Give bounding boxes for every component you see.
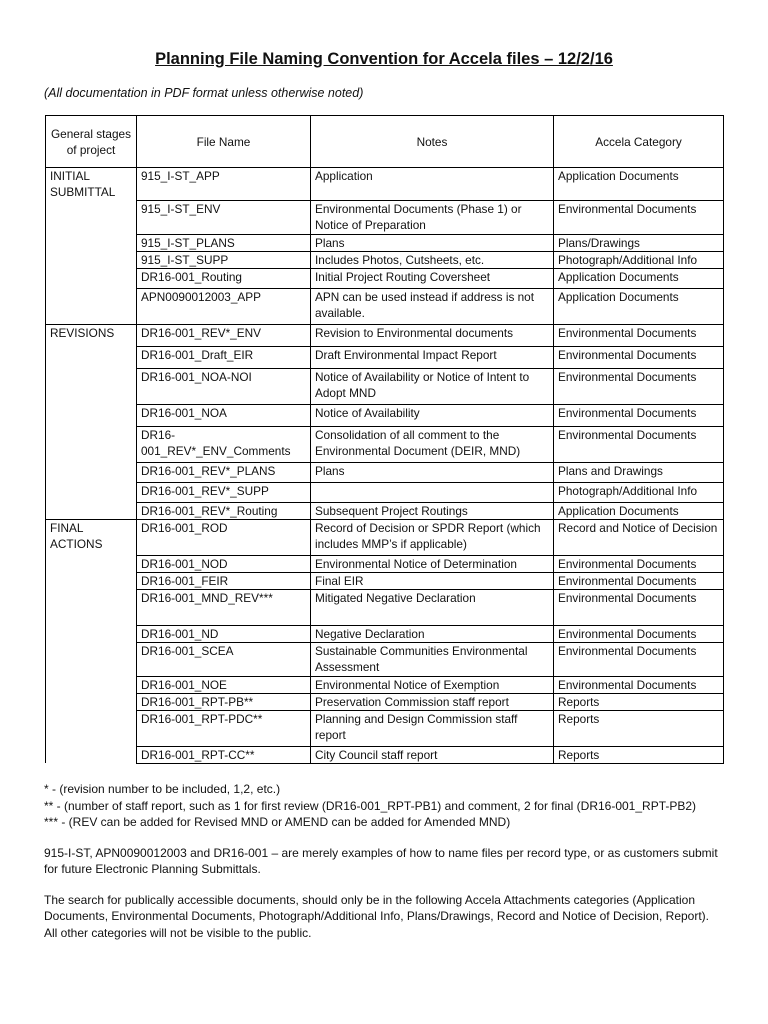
table-row <box>46 368 724 404</box>
file-name-cell: DR16-001_NOA <box>137 404 311 426</box>
file-name-cell: DR16-001_SCEA <box>137 642 311 676</box>
stage-cell: INITIAL SUBMITTAL <box>46 168 137 201</box>
footnote-triple-asterisk: *** - (REV can be added for Revised MND or AMEND can be added for Amended MND) <box>44 815 511 829</box>
table-row <box>46 502 724 519</box>
file-name-cell: DR16-001_NOA-NOI <box>137 368 311 404</box>
category-cell: Environmental Documents <box>554 589 724 625</box>
file-name-cell: DR16-001_NOE <box>137 676 311 693</box>
table-row <box>46 676 724 693</box>
table-header-row <box>46 116 724 168</box>
notes-cell: Notice of Availability or Notice of Intent to Adopt MND <box>311 368 554 404</box>
stage-cell <box>46 346 137 368</box>
notes-cell: Notice of Availability <box>311 404 554 426</box>
category-cell: Application Documents <box>554 268 724 288</box>
category-cell: Plans and Drawings <box>554 462 724 482</box>
notes-cell: Draft Environmental Impact Report <box>311 346 554 368</box>
stage-cell <box>46 368 137 404</box>
stage-cell <box>46 555 137 572</box>
category-cell: Application Documents <box>554 502 724 519</box>
table-row <box>46 251 724 268</box>
table-row <box>46 625 724 642</box>
file-name-cell: APN0090012003_APP <box>137 288 311 324</box>
file-name-cell: DR16-001_MND_REV*** <box>137 589 311 625</box>
footnotes <box>44 781 724 941</box>
notes-cell: APN can be used instead if address is not available. <box>311 288 554 324</box>
stage-cell <box>46 234 137 251</box>
category-cell: Environmental Documents <box>554 368 724 404</box>
notes-cell: Application <box>311 168 554 201</box>
stage-cell: FINAL ACTIONS <box>46 519 137 555</box>
notes-cell: Planning and Design Commission staff report <box>311 710 554 746</box>
footnote-single-asterisk: * - (revision number to be included, 1,2, etc.) <box>44 782 281 796</box>
footnote-double-asterisk: ** - (number of staff report, such as 1 for first review (DR16-001_RPT-PB1) and comment, 2 for final (DR16-001_RPT-PB2) <box>44 798 697 813</box>
page-subtitle: (All documentation in PDF format unless otherwise noted) <box>44 86 364 100</box>
stage-cell: REVISIONS <box>46 324 137 346</box>
notes-cell: City Council staff report <box>311 746 554 763</box>
file-name-cell: DR16-001_REV*_SUPP <box>137 482 311 502</box>
category-cell: Application Documents <box>554 288 724 324</box>
notes-cell: Plans <box>311 462 554 482</box>
category-cell: Environmental Documents <box>554 404 724 426</box>
file-name-cell: DR16-001_ROD <box>137 519 311 555</box>
notes-cell: Environmental Documents (Phase 1) or Notice of Preparation <box>311 200 554 234</box>
stage-cell <box>46 572 137 589</box>
file-name-cell: DR16-001_FEIR <box>137 572 311 589</box>
page-title: Planning File Naming Convention for Accela files – 12/2/16 <box>155 50 613 68</box>
file-name-cell: 915_I-ST_APP <box>137 168 311 201</box>
stage-cell <box>46 676 137 693</box>
category-cell: Application Documents <box>554 168 724 201</box>
naming-convention-table <box>45 115 724 764</box>
category-cell: Photograph/Additional Info <box>554 482 724 502</box>
category-cell: Environmental Documents <box>554 346 724 368</box>
table-row <box>46 746 724 763</box>
notes-cell <box>311 482 554 502</box>
table-row <box>46 288 724 324</box>
stage-cell <box>46 589 137 625</box>
category-cell: Environmental Documents <box>554 676 724 693</box>
table-row <box>46 268 724 288</box>
table-row <box>46 555 724 572</box>
category-cell: Environmental Documents <box>554 625 724 642</box>
table-body <box>46 168 724 764</box>
category-cell: Environmental Documents <box>554 572 724 589</box>
category-cell: Reports <box>554 746 724 763</box>
stage-cell <box>46 200 137 234</box>
public-search-paragraph: The search for publically accessible documents, should only be in the following Accela Attachments categories (Application Documents, Environmental Documents, Photograph/Additional Info, Plans/Drawings, Record and Notice of Decision, Report). All other categories will not be visible to the public. <box>44 892 709 940</box>
category-cell: Record and Notice of Decision <box>554 519 724 555</box>
table-row <box>46 642 724 676</box>
file-name-cell: DR16-001_RPT-CC** <box>137 746 311 763</box>
table-row <box>46 589 724 625</box>
stage-cell <box>46 288 137 324</box>
category-cell: Environmental Documents <box>554 426 724 462</box>
notes-cell: Consolidation of all comment to the Environmental Document (DEIR, MND) <box>311 426 554 462</box>
stage-cell <box>46 693 137 710</box>
notes-cell: Includes Photos, Cutsheets, etc. <box>311 251 554 268</box>
stage-cell <box>46 268 137 288</box>
notes-cell: Final EIR <box>311 572 554 589</box>
examples-paragraph: 915-I-ST, APN0090012003 and DR16-001 – are merely examples of how to name files per record type, or as customers submit for future Electronic Planning Submittals. <box>44 845 718 876</box>
stage-cell <box>46 482 137 502</box>
header-category: Accela Category <box>554 116 724 168</box>
category-cell: Reports <box>554 710 724 746</box>
table-row <box>46 324 724 346</box>
stage-cell <box>46 251 137 268</box>
stage-cell <box>46 710 137 746</box>
file-name-cell: 915_I-ST_PLANS <box>137 234 311 251</box>
notes-cell: Negative Declaration <box>311 625 554 642</box>
notes-cell: Record of Decision or SPDR Report (which includes MMP’s if applicable) <box>311 519 554 555</box>
file-name-cell: DR16-001_REV*_ENV <box>137 324 311 346</box>
notes-cell: Revision to Environmental documents <box>311 324 554 346</box>
notes-cell: Preservation Commission staff report <box>311 693 554 710</box>
category-cell: Environmental Documents <box>554 200 724 234</box>
header-stage: General stages of project <box>46 116 137 168</box>
table-row <box>46 693 724 710</box>
file-name-cell: DR16-001_REV*_Routing <box>137 502 311 519</box>
category-cell: Reports <box>554 693 724 710</box>
notes-cell: Initial Project Routing Coversheet <box>311 268 554 288</box>
category-cell: Environmental Documents <box>554 324 724 346</box>
notes-cell: Sustainable Communities Environmental Assessment <box>311 642 554 676</box>
stage-cell <box>46 404 137 426</box>
stage-cell <box>46 462 137 482</box>
file-name-cell: DR16-001_NOD <box>137 555 311 572</box>
table-row <box>46 200 724 234</box>
notes-cell: Subsequent Project Routings <box>311 502 554 519</box>
stage-cell <box>46 746 137 763</box>
file-name-cell: DR16-001_Routing <box>137 268 311 288</box>
table-row <box>46 519 724 555</box>
stage-cell <box>46 426 137 462</box>
stage-cell <box>46 642 137 676</box>
table-row <box>46 482 724 502</box>
notes-cell: Environmental Notice of Determination <box>311 555 554 572</box>
header-notes: Notes <box>311 116 554 168</box>
stage-cell <box>46 502 137 519</box>
file-name-cell: DR16-001_REV*_PLANS <box>137 462 311 482</box>
category-cell: Photograph/Additional Info <box>554 251 724 268</box>
file-name-cell: DR16-001_Draft_EIR <box>137 346 311 368</box>
category-cell: Plans/Drawings <box>554 234 724 251</box>
category-cell: Environmental Documents <box>554 642 724 676</box>
file-name-cell: DR16-001_REV*_ENV_Comments <box>137 426 311 462</box>
table-row <box>46 168 724 201</box>
notes-cell: Mitigated Negative Declaration <box>311 589 554 625</box>
file-name-cell: 915_I-ST_SUPP <box>137 251 311 268</box>
header-file-name: File Name <box>137 116 311 168</box>
notes-cell: Plans <box>311 234 554 251</box>
file-name-cell: DR16-001_RPT-PB** <box>137 693 311 710</box>
file-name-cell: 915_I-ST_ENV <box>137 200 311 234</box>
table-row <box>46 346 724 368</box>
table-row <box>46 710 724 746</box>
table-row <box>46 234 724 251</box>
category-cell: Environmental Documents <box>554 555 724 572</box>
file-name-cell: DR16-001_ND <box>137 625 311 642</box>
stage-cell <box>46 625 137 642</box>
file-name-cell: DR16-001_RPT-PDC** <box>137 710 311 746</box>
table-row <box>46 462 724 482</box>
table-row <box>46 426 724 462</box>
table-row <box>46 404 724 426</box>
table-row <box>46 572 724 589</box>
notes-cell: Environmental Notice of Exemption <box>311 676 554 693</box>
